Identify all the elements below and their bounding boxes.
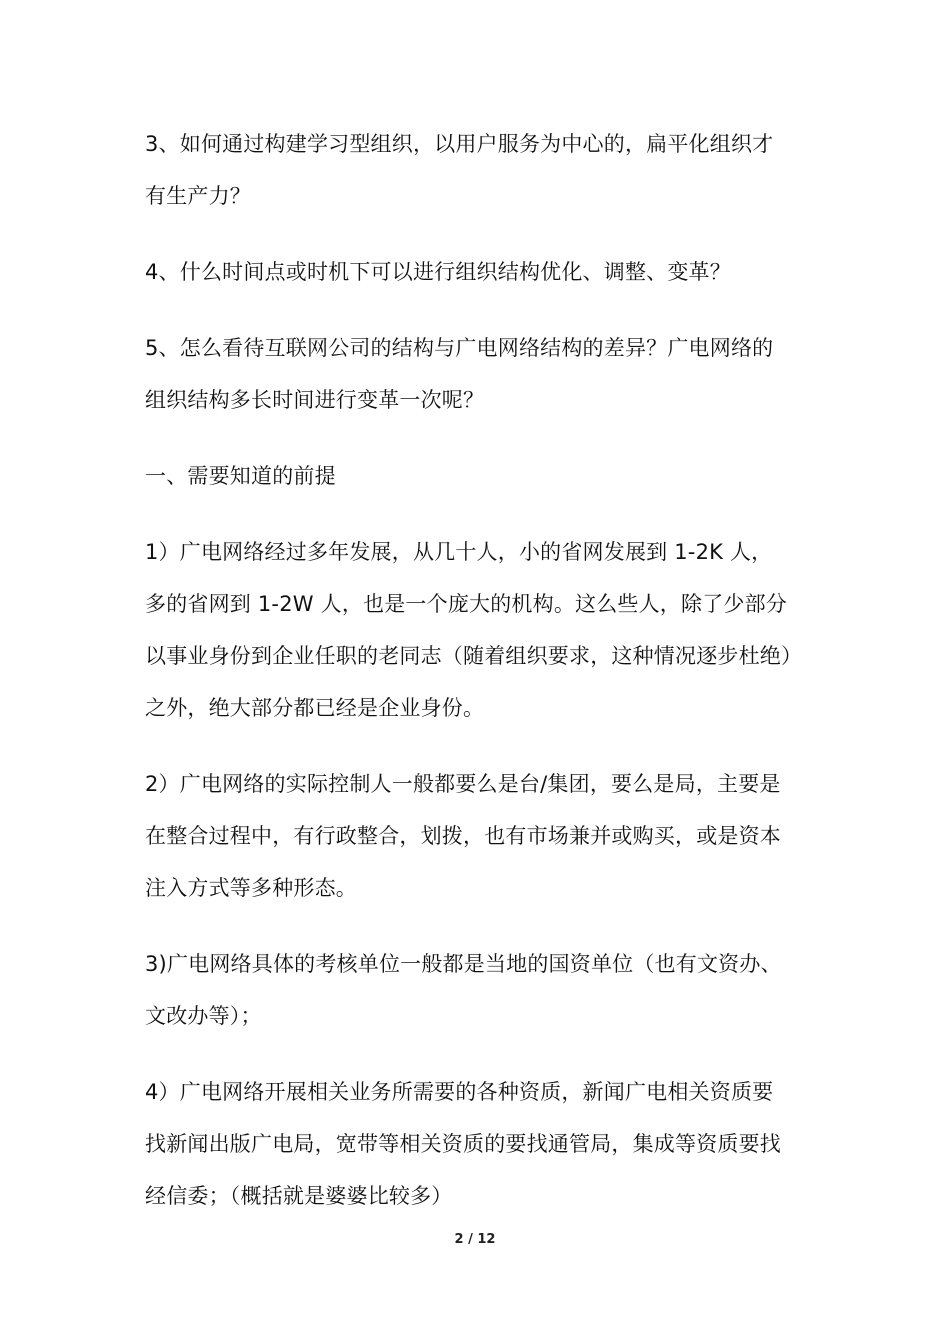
page-separator: / (468, 1232, 473, 1247)
text-line: 经信委；（概括就是婆婆比较多） (145, 1184, 453, 1208)
text-line: 以事业身份到企业任职的老同志（随着组织要求，这种情况逐步杜绝） (145, 644, 803, 668)
text-line: 有生产力？ (145, 184, 251, 208)
text-line: 一、需要知道的前提 (145, 464, 336, 488)
page-number (0, 1232, 950, 1247)
text-line: 1）广电网络经过多年发展，从几十人，小的省网发展到 1-2K 人， (145, 540, 773, 564)
text-line: 3)广电网络具体的考核单位一般都是当地的国资单位（也有文资办、 (145, 952, 782, 976)
page-current: 2 (454, 1232, 464, 1247)
paragraph-premise-4 (145, 1066, 810, 1222)
text-line: 3、如何通过构建学习型组织，以用户服务为中心的，扁平化组织才 (145, 132, 774, 156)
text-line: 5、怎么看待互联网公司的结构与广电网络结构的差异？广电网络的 (145, 336, 774, 360)
page-total: 12 (477, 1232, 496, 1247)
paragraph-premise-3 (145, 938, 810, 1042)
document-body (145, 118, 810, 1246)
text-line: 注入方式等多种形态。 (145, 876, 357, 900)
text-line: 组织结构多长时间进行变革一次呢？ (145, 388, 485, 412)
text-line: 4）广电网络开展相关业务所需要的各种资质，新闻广电相关资质要 (145, 1080, 774, 1104)
text-line: 2）广电网络的实际控制人一般都要么是台/集团，要么是局，主要是 (145, 772, 781, 796)
text-line: 4、什么时间点或时机下可以进行组织结构优化、调整、变革？ (145, 260, 731, 284)
paragraph-premise-1 (145, 526, 810, 734)
paragraph-question-5 (145, 322, 810, 426)
text-line: 之外，绝大部分都已经是企业身份。 (145, 696, 485, 720)
paragraph-question-4 (145, 246, 810, 298)
text-line: 在整合过程中，有行政整合，划拨，也有市场兼并或购买，或是资本 (145, 824, 781, 848)
paragraph-question-3 (145, 118, 810, 222)
paragraph-premise-2 (145, 758, 810, 914)
text-line: 文改办等）； (145, 1004, 262, 1028)
text-line: 多的省网到 1-2W 人，也是一个庞大的机构。这么些人，除了少部分 (145, 592, 788, 616)
section-heading (145, 450, 810, 502)
text-line: 找新闻出版广电局，宽带等相关资质的要找通管局，集成等资质要找 (145, 1132, 781, 1156)
